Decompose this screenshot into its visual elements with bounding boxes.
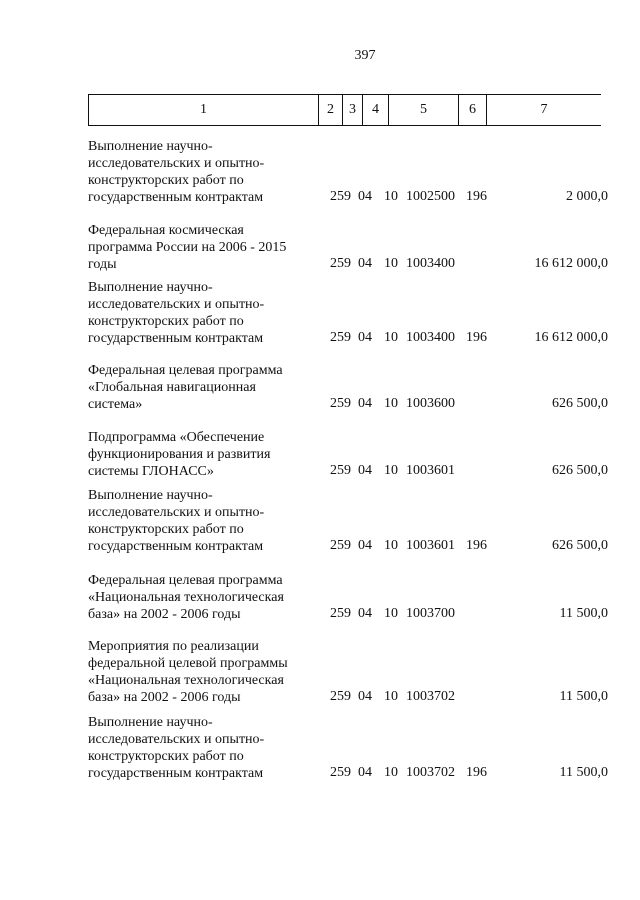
description-line: годы (88, 257, 117, 272)
row-description (88, 714, 320, 782)
row-description (88, 362, 320, 413)
row-description (88, 138, 320, 206)
header-col-7: 7 (540, 102, 548, 117)
table-row (88, 714, 608, 782)
cell-col5: 1003700 (406, 606, 455, 621)
table-row (88, 362, 608, 413)
description-line: конструкторских работ по (88, 522, 244, 537)
cell-col4: 10 (384, 765, 398, 780)
cell-col3: 04 (358, 606, 372, 621)
cell-col4: 10 (384, 463, 398, 478)
cell-col2: 259 (330, 538, 351, 553)
cell-col5: 1003601 (406, 463, 455, 478)
cell-col3: 04 (358, 396, 372, 411)
cell-col2: 259 (330, 689, 351, 704)
description-line: база» на 2002 - 2006 годы (88, 607, 241, 622)
cell-col6: 196 (466, 330, 487, 345)
description-line: конструкторских работ по (88, 749, 244, 764)
description-line: функционирования и развития (88, 447, 271, 462)
page-number: 397 (354, 48, 376, 63)
cell-col4: 10 (384, 689, 398, 704)
description-line: федеральной целевой программы (88, 656, 288, 671)
header-col-4: 4 (363, 95, 389, 125)
cell-col2: 259 (330, 396, 351, 411)
description-line: Подпрограмма «Обеспечение (88, 430, 265, 445)
cell-col4: 10 (384, 330, 398, 345)
description-line: государственным контрактам (88, 766, 264, 781)
cell-col2: 259 (330, 189, 351, 204)
description-line: системы ГЛОНАСС» (88, 464, 214, 479)
table-row (88, 429, 608, 480)
cell-col3: 04 (358, 689, 372, 704)
row-description (88, 222, 320, 273)
cell-col3: 04 (358, 765, 372, 780)
header-col-2: 2 (319, 95, 343, 125)
cell-col4: 10 (384, 256, 398, 271)
description-line: исследовательских и опытно- (88, 297, 265, 312)
row-description (88, 279, 320, 347)
description-line: программа России на 2006 - 2015 (88, 240, 287, 255)
cell-col2: 259 (330, 463, 351, 478)
cell-amount: 11 500,0 (559, 606, 608, 621)
cell-col4: 10 (384, 189, 398, 204)
table-row (88, 638, 608, 706)
description-line: Выполнение научно- (88, 139, 213, 154)
cell-amount: 2 000,0 (566, 189, 608, 204)
table-row (88, 279, 608, 347)
cell-amount: 626 500,0 (552, 463, 608, 478)
cell-col3: 04 (358, 463, 372, 478)
cell-col3: 04 (358, 330, 372, 345)
description-line: Мероприятия по реализации (88, 639, 259, 654)
cell-amount: 626 500,0 (552, 538, 608, 553)
cell-col5: 1002500 (406, 189, 455, 204)
cell-col6: 196 (466, 189, 487, 204)
table-row (88, 138, 608, 206)
description-line: Выполнение научно- (88, 715, 213, 730)
cell-amount: 11 500,0 (559, 765, 608, 780)
cell-col5: 1003702 (406, 765, 455, 780)
description-line: Федеральная целевая программа (88, 573, 283, 588)
cell-col5: 1003702 (406, 689, 455, 704)
cell-col2: 259 (330, 330, 351, 345)
cell-col5: 1003601 (406, 538, 455, 553)
description-line: «Глобальная навигационная (88, 380, 256, 395)
cell-col6: 196 (466, 765, 487, 780)
description-line: Выполнение научно- (88, 280, 213, 295)
table-row (88, 222, 608, 273)
cell-col2: 259 (330, 765, 351, 780)
cell-col3: 04 (358, 538, 372, 553)
table-row (88, 572, 608, 623)
description-line: государственным контрактам (88, 539, 264, 554)
description-line: исследовательских и опытно- (88, 732, 265, 747)
description-line: исследовательских и опытно- (88, 156, 265, 171)
cell-col2: 259 (330, 256, 351, 271)
description-line: система» (88, 397, 143, 412)
description-line: Выполнение научно- (88, 488, 213, 503)
cell-amount: 16 612 000,0 (534, 330, 608, 345)
description-line: база» на 2002 - 2006 годы (88, 690, 241, 705)
cell-col5: 1003400 (406, 256, 455, 271)
cell-amount: 16 612 000,0 (534, 256, 608, 271)
header-col-3: 3 (343, 95, 363, 125)
table-row (88, 487, 608, 555)
cell-col5: 1003400 (406, 330, 455, 345)
header-col-5: 5 (389, 95, 459, 125)
description-line: исследовательских и опытно- (88, 505, 265, 520)
cell-col4: 10 (384, 396, 398, 411)
table-header (88, 94, 601, 126)
row-description (88, 487, 320, 555)
description-line: Федеральная целевая программа (88, 363, 283, 378)
cell-col3: 04 (358, 256, 372, 271)
cell-col4: 10 (384, 606, 398, 621)
header-col-6: 6 (459, 95, 487, 125)
description-line: государственным контрактам (88, 331, 264, 346)
description-line: «Национальная технологическая (88, 673, 284, 688)
row-description (88, 572, 320, 623)
description-line: Федеральная космическая (88, 223, 244, 238)
header-col-1: 1 (89, 95, 319, 125)
description-line: государственным контрактам (88, 190, 264, 205)
cell-amount: 626 500,0 (552, 396, 608, 411)
row-description (88, 638, 320, 706)
cell-col3: 04 (358, 189, 372, 204)
description-line: конструкторских работ по (88, 314, 244, 329)
cell-col6: 196 (466, 538, 487, 553)
cell-col5: 1003600 (406, 396, 455, 411)
cell-col2: 259 (330, 606, 351, 621)
row-description (88, 429, 320, 480)
cell-amount: 11 500,0 (559, 689, 608, 704)
cell-col4: 10 (384, 538, 398, 553)
description-line: «Национальная технологическая (88, 590, 284, 605)
description-line: конструкторских работ по (88, 173, 244, 188)
